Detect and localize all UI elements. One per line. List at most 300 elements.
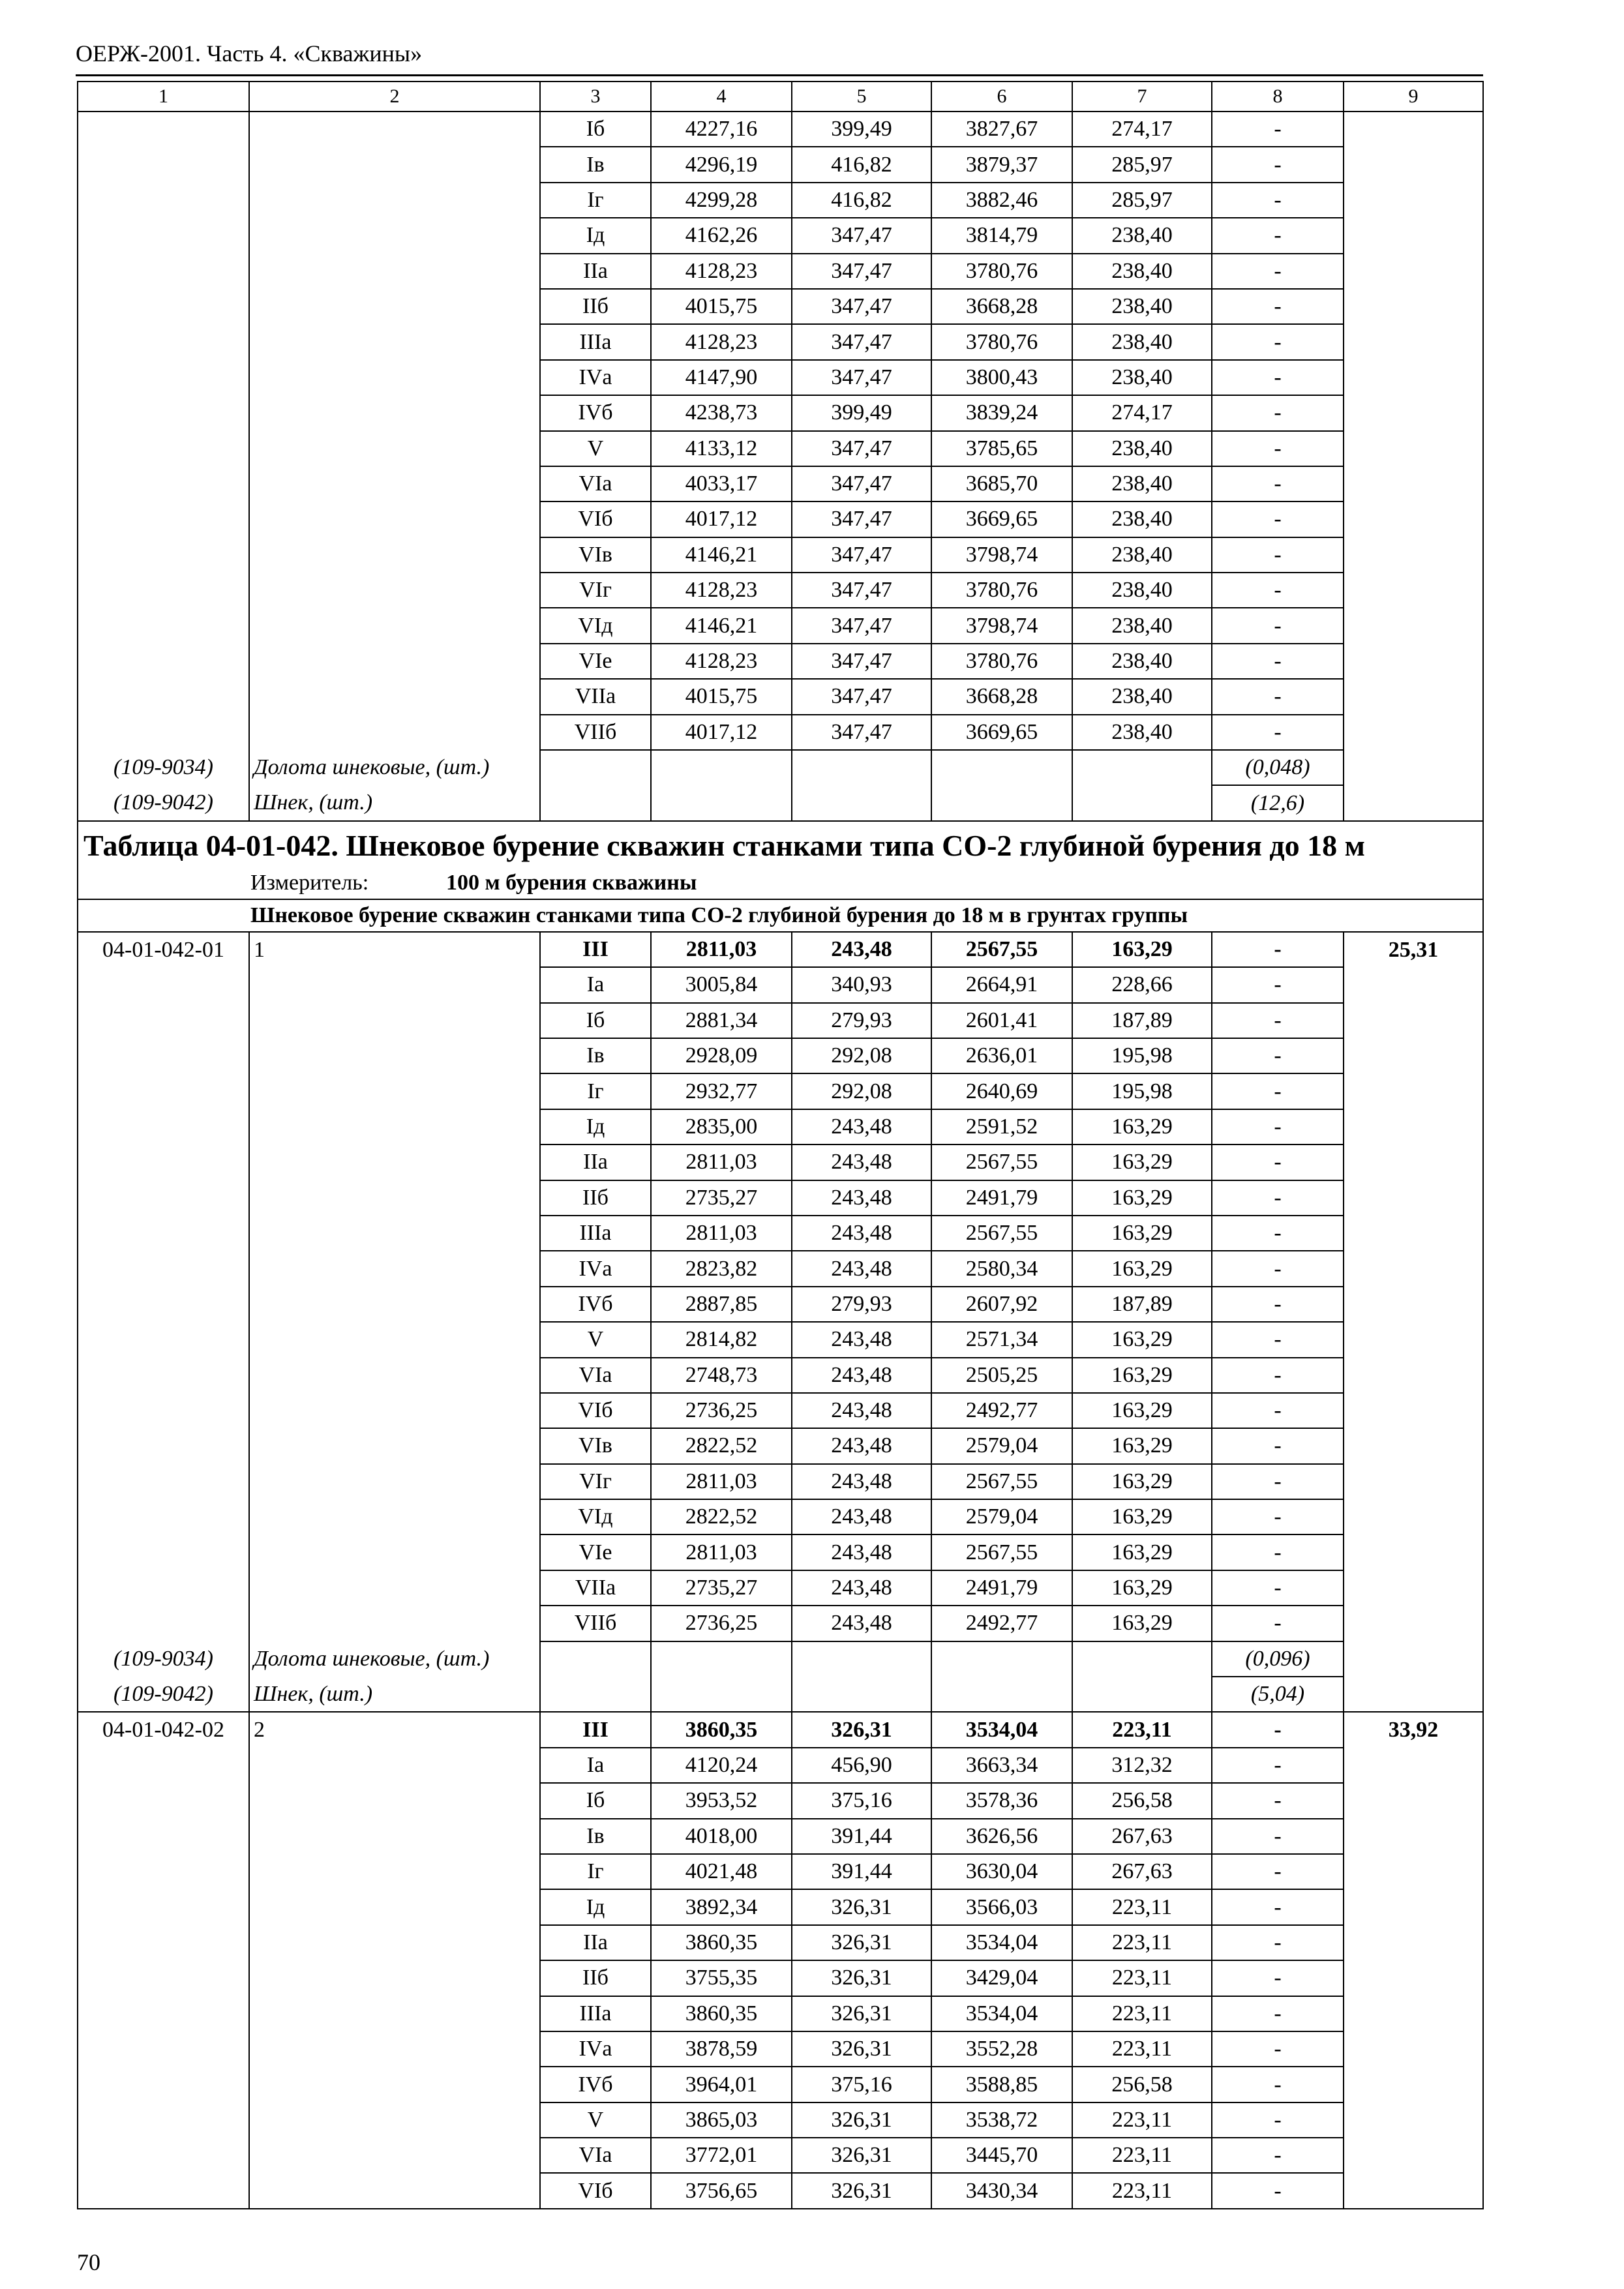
value-cell: VIа: [540, 1358, 651, 1393]
value-cell: 4128,23: [651, 324, 792, 359]
name-cell: [249, 1960, 540, 1996]
meter-cell: [78, 867, 1483, 899]
value-cell: 2881,34: [651, 1003, 792, 1038]
value-cell: 2811,03: [651, 1464, 792, 1499]
value-cell: 4128,23: [651, 254, 792, 289]
value-cell: [540, 1641, 651, 1677]
code-cell: [78, 395, 249, 430]
value-cell: 4227,16: [651, 112, 792, 147]
code-cell: [78, 1748, 249, 1783]
value-cell: 340,93: [792, 967, 931, 1002]
value-cell: 3780,76: [931, 644, 1072, 679]
name-cell: [249, 1428, 540, 1463]
col9-cell: [1344, 1216, 1483, 1251]
value-cell: 243,48: [792, 1534, 931, 1570]
value-cell: -: [1212, 289, 1344, 324]
value-cell: 2567,55: [931, 1534, 1072, 1570]
value-cell: 4299,28: [651, 183, 792, 218]
value-cell: -: [1212, 679, 1344, 714]
col9-cell: [1344, 715, 1483, 750]
table-row: [78, 573, 1483, 608]
code-cell: [78, 2067, 249, 2102]
col9-cell: [1344, 1534, 1483, 1570]
value-cell: 163,29: [1072, 1393, 1212, 1428]
value-cell: 2811,03: [651, 1144, 792, 1180]
value-cell: V: [540, 2102, 651, 2138]
col9-cell: [1344, 1889, 1483, 1924]
col9-cell: [1344, 1287, 1483, 1322]
value-cell: Iд: [540, 1109, 651, 1144]
name-cell: [249, 1925, 540, 1960]
value-cell: VIв: [540, 1428, 651, 1463]
table-row: [78, 1748, 1483, 1783]
column-number: 4: [651, 82, 792, 112]
value-cell: -: [1212, 183, 1344, 218]
value-cell: [651, 785, 792, 820]
value-cell: 163,29: [1072, 1251, 1212, 1286]
code-cell: [78, 679, 249, 714]
value-cell: IVа: [540, 1251, 651, 1286]
meter-value: 100 м бурения скважины: [446, 870, 697, 895]
value-cell: 3879,37: [931, 147, 1072, 182]
col9-cell: [1344, 324, 1483, 359]
code-cell: [78, 501, 249, 537]
value-cell: 223,11: [1072, 1996, 1212, 2031]
col9-cell: [1344, 2173, 1483, 2208]
name-cell: [249, 147, 540, 182]
value-cell: 2607,92: [931, 1287, 1072, 1322]
value-cell: 228,66: [1072, 967, 1212, 1002]
table-row: [78, 1464, 1483, 1499]
value-cell: 163,29: [1072, 1358, 1212, 1393]
resource-code: (109-9034): [78, 750, 249, 785]
value-cell: 243,48: [792, 1499, 931, 1534]
value-cell: [792, 1641, 931, 1677]
value-cell: 3429,04: [931, 1960, 1072, 1996]
value-cell: VIа: [540, 2138, 651, 2173]
value-cell: 243,48: [792, 1322, 931, 1357]
value-cell: 2491,79: [931, 1570, 1072, 1606]
value-cell: 163,29: [1072, 1570, 1212, 1606]
value-cell: -: [1212, 1534, 1344, 1570]
value-cell: -: [1212, 1003, 1344, 1038]
value-cell: 2591,52: [931, 1109, 1072, 1144]
value-cell: 3430,34: [931, 2173, 1072, 2208]
value-cell: 267,63: [1072, 1854, 1212, 1889]
code-cell: [78, 1109, 249, 1144]
value-cell: 4018,00: [651, 1819, 792, 1854]
value-cell: -: [1212, 1358, 1344, 1393]
value-cell: 4146,21: [651, 537, 792, 573]
table-row: [78, 1570, 1483, 1606]
table-row: [78, 2031, 1483, 2067]
col9-cell: [1344, 1960, 1483, 1996]
value-cell: -: [1212, 1499, 1344, 1534]
value-cell: 256,58: [1072, 2067, 1212, 2102]
value-cell: -: [1212, 1889, 1344, 1924]
value-cell: 274,17: [1072, 395, 1212, 430]
value-cell: 3865,03: [651, 2102, 792, 2138]
value-cell: 238,40: [1072, 715, 1212, 750]
value-cell: 163,29: [1072, 1534, 1212, 1570]
resource-name: Долота шнековые, (шт.): [249, 1641, 540, 1677]
table-row: [78, 1287, 1483, 1322]
value-cell: IIIа: [540, 1996, 651, 2031]
value-cell: 292,08: [792, 1073, 931, 1109]
value-cell: 243,48: [792, 932, 931, 967]
name-cell: [249, 2102, 540, 2138]
col9-cell: [1344, 1322, 1483, 1357]
code-cell: [78, 1534, 249, 1570]
code-cell: [78, 183, 249, 218]
name-cell: [249, 1358, 540, 1393]
value-cell: -: [1212, 1606, 1344, 1641]
value-cell: -: [1212, 1464, 1344, 1499]
value-cell: VIг: [540, 1464, 651, 1499]
value-cell: 243,48: [792, 1464, 931, 1499]
value-cell: 3445,70: [931, 2138, 1072, 2173]
value-cell: 312,32: [1072, 1748, 1212, 1783]
table-row: [78, 1109, 1483, 1144]
name-cell: [249, 1819, 540, 1854]
value-cell: -: [1212, 715, 1344, 750]
value-cell: VIд: [540, 608, 651, 643]
value-cell: -: [1212, 1287, 1344, 1322]
name-cell: [249, 112, 540, 147]
value-cell: -: [1212, 1783, 1344, 1818]
col9-cell: [1344, 967, 1483, 1002]
value-cell: 279,93: [792, 1287, 931, 1322]
table-row: [78, 395, 1483, 430]
value-cell: 2505,25: [931, 1358, 1072, 1393]
code-cell: [78, 573, 249, 608]
value-cell: Iб: [540, 112, 651, 147]
value-cell: [1072, 785, 1212, 820]
resource-row: [78, 750, 1483, 785]
table-row: [78, 112, 1483, 147]
value-cell: 3882,46: [931, 183, 1072, 218]
col9-cell: [1344, 1251, 1483, 1286]
table-row: [78, 608, 1483, 643]
value-cell: 4147,90: [651, 360, 792, 395]
col9-cell: [1344, 2102, 1483, 2138]
name-cell: [249, 1499, 540, 1534]
value-cell: -: [1212, 1925, 1344, 1960]
value-cell: 223,11: [1072, 1960, 1212, 1996]
table-row: [78, 1819, 1483, 1854]
table-subtitle: Шнековое бурение скважин станками типа СО-2 глубиной бурения до 18 м в грунтах группы: [78, 899, 1483, 932]
item-main-row: [78, 1712, 1483, 1747]
col9-cell: [1344, 254, 1483, 289]
name-cell: [249, 2173, 540, 2208]
col9-cell: [1344, 1677, 1483, 1712]
value-cell: 399,49: [792, 395, 931, 430]
value-cell: 347,47: [792, 289, 931, 324]
value-cell: -: [1212, 2173, 1344, 2208]
value-cell: 326,31: [792, 1925, 931, 1960]
page-number: 70: [77, 2249, 100, 2275]
value-cell: 2491,79: [931, 1180, 1072, 1216]
value-cell: 347,47: [792, 501, 931, 537]
resource-value: (5,04): [1212, 1677, 1344, 1712]
value-cell: -: [1212, 431, 1344, 466]
name-cell: [249, 1180, 540, 1216]
value-cell: Iд: [540, 218, 651, 253]
value-cell: 223,11: [1072, 1889, 1212, 1924]
value-cell: 243,48: [792, 1180, 931, 1216]
value-cell: 326,31: [792, 2138, 931, 2173]
value-cell: [931, 750, 1072, 785]
value-cell: Iа: [540, 1748, 651, 1783]
value-cell: 3780,76: [931, 254, 1072, 289]
value-cell: VIб: [540, 501, 651, 537]
code-cell: [78, 254, 249, 289]
table-row: [78, 2102, 1483, 2138]
table-row: [78, 1322, 1483, 1357]
value-cell: 2567,55: [931, 1144, 1072, 1180]
value-cell: 3892,34: [651, 1889, 792, 1924]
item-group: 1: [249, 932, 540, 967]
name-cell: [249, 395, 540, 430]
value-cell: Iд: [540, 1889, 651, 1924]
code-cell: [78, 1428, 249, 1463]
value-cell: -: [1212, 395, 1344, 430]
table-row: [78, 1428, 1483, 1463]
value-cell: [931, 1641, 1072, 1677]
table-row: [78, 1889, 1483, 1924]
resource-name: Шнек, (шт.): [249, 785, 540, 820]
name-cell: [249, 1003, 540, 1038]
name-cell: [249, 1464, 540, 1499]
code-cell: [78, 1038, 249, 1073]
value-cell: -: [1212, 1180, 1344, 1216]
value-cell: 238,40: [1072, 431, 1212, 466]
table-row: [78, 289, 1483, 324]
value-cell: [792, 750, 931, 785]
value-cell: 326,31: [792, 2102, 931, 2138]
value-cell: III: [540, 932, 651, 967]
value-cell: IIб: [540, 289, 651, 324]
meter-label: Измеритель:: [250, 870, 369, 895]
col9-cell: [1344, 1783, 1483, 1818]
col9-cell: [1344, 1641, 1483, 1677]
value-cell: 3663,34: [931, 1748, 1072, 1783]
col9-cell: [1344, 1854, 1483, 1889]
value-cell: -: [1212, 537, 1344, 573]
name-cell: [249, 1534, 540, 1570]
value-cell: 3552,28: [931, 2031, 1072, 2067]
value-cell: 2736,25: [651, 1606, 792, 1641]
value-cell: 2567,55: [931, 1464, 1072, 1499]
value-cell: 4017,12: [651, 501, 792, 537]
value-cell: Iб: [540, 1783, 651, 1818]
col9-cell: [1344, 2067, 1483, 2102]
code-cell: [78, 1570, 249, 1606]
value-cell: 416,82: [792, 147, 931, 182]
value-cell: VIв: [540, 537, 651, 573]
resource-value: (0,096): [1212, 1641, 1344, 1677]
code-cell: [78, 2138, 249, 2173]
value-cell: 163,29: [1072, 1322, 1212, 1357]
code-cell: [78, 1322, 249, 1357]
value-cell: Iа: [540, 967, 651, 1002]
value-cell: VIIа: [540, 1570, 651, 1606]
value-cell: -: [1212, 360, 1344, 395]
value-cell: 243,48: [792, 1358, 931, 1393]
value-cell: 4238,73: [651, 395, 792, 430]
value-cell: 326,31: [792, 2173, 931, 2208]
value-cell: 292,08: [792, 1038, 931, 1073]
value-cell: 326,31: [792, 1712, 931, 1747]
value-cell: 3860,35: [651, 1996, 792, 2031]
name-cell: [249, 679, 540, 714]
value-cell: 375,16: [792, 1783, 931, 1818]
resource-row: [78, 1641, 1483, 1677]
value-cell: 243,48: [792, 1251, 931, 1286]
value-cell: 274,17: [1072, 112, 1212, 147]
value-cell: -: [1212, 1073, 1344, 1109]
item-code: 04-01-042-02: [78, 1712, 249, 1747]
table-title: Таблица 04-01-042. Шнековое бурение скважин станками типа СО-2 глубиной бурения до 18 м: [78, 821, 1483, 867]
table-row: [78, 1073, 1483, 1109]
value-cell: 3538,72: [931, 2102, 1072, 2138]
col9-cell: [1344, 1038, 1483, 1073]
value-cell: 238,40: [1072, 289, 1212, 324]
table-row: [78, 1996, 1483, 2031]
value-cell: 3860,35: [651, 1712, 792, 1747]
value-cell: 223,11: [1072, 1712, 1212, 1747]
value-cell: -: [1212, 2102, 1344, 2138]
code-cell: [78, 147, 249, 182]
value-cell: Iв: [540, 147, 651, 182]
col9-cell: [1344, 395, 1483, 430]
value-cell: -: [1212, 218, 1344, 253]
table-row: [78, 147, 1483, 182]
value-cell: IVб: [540, 2067, 651, 2102]
value-cell: Iв: [540, 1819, 651, 1854]
name-cell: [249, 1038, 540, 1073]
value-cell: 238,40: [1072, 608, 1212, 643]
table-row: [78, 715, 1483, 750]
table-row: [78, 1499, 1483, 1534]
value-cell: 2664,91: [931, 967, 1072, 1002]
value-cell: 238,40: [1072, 218, 1212, 253]
value-cell: 3685,70: [931, 466, 1072, 501]
value-cell: IIб: [540, 1180, 651, 1216]
column-number: 5: [792, 82, 931, 112]
resource-code: (109-9034): [78, 1641, 249, 1677]
value-cell: -: [1212, 1393, 1344, 1428]
value-cell: IVб: [540, 395, 651, 430]
name-cell: [249, 715, 540, 750]
name-cell: [249, 324, 540, 359]
value-cell: 4128,23: [651, 573, 792, 608]
value-cell: 238,40: [1072, 360, 1212, 395]
value-cell: 2601,41: [931, 1003, 1072, 1038]
value-cell: 4021,48: [651, 1854, 792, 1889]
table-row: [78, 1216, 1483, 1251]
resource-name: Шнек, (шт.): [249, 1677, 540, 1712]
code-cell: [78, 1499, 249, 1534]
value-cell: V: [540, 1322, 651, 1357]
code-cell: [78, 2173, 249, 2208]
column-number: 7: [1072, 82, 1212, 112]
value-cell: 347,47: [792, 324, 931, 359]
value-cell: VIг: [540, 573, 651, 608]
table-row: [78, 537, 1483, 573]
table-row: [78, 1534, 1483, 1570]
table-row: [78, 431, 1483, 466]
value-cell: -: [1212, 254, 1344, 289]
code-cell: [78, 324, 249, 359]
code-cell: [78, 967, 249, 1002]
name-cell: [249, 608, 540, 643]
code-cell: [78, 1889, 249, 1924]
value-cell: 2567,55: [931, 932, 1072, 967]
code-cell: [78, 2031, 249, 2067]
value-cell: -: [1212, 932, 1344, 967]
column-number: 3: [540, 82, 651, 112]
value-cell: 326,31: [792, 2031, 931, 2067]
table-row: [78, 1925, 1483, 1960]
value-cell: 163,29: [1072, 1428, 1212, 1463]
col9-cell: [1344, 2031, 1483, 2067]
value-cell: -: [1212, 573, 1344, 608]
meter-row: [78, 867, 1483, 899]
value-cell: Iв: [540, 1038, 651, 1073]
value-cell: 4033,17: [651, 466, 792, 501]
code-cell: [78, 1783, 249, 1818]
code-cell: [78, 644, 249, 679]
table-row: [78, 1783, 1483, 1818]
value-cell: 243,48: [792, 1144, 931, 1180]
value-cell: 326,31: [792, 1889, 931, 1924]
value-cell: 3827,67: [931, 112, 1072, 147]
name-cell: [249, 1287, 540, 1322]
value-cell: 3772,01: [651, 2138, 792, 2173]
value-cell: [540, 750, 651, 785]
name-cell: [249, 1748, 540, 1783]
value-cell: 4015,75: [651, 289, 792, 324]
value-cell: 2811,03: [651, 932, 792, 967]
table-row: [78, 360, 1483, 395]
value-cell: 2822,52: [651, 1428, 792, 1463]
rates-table: [77, 81, 1484, 2209]
table-row: [78, 679, 1483, 714]
value-cell: 3814,79: [931, 218, 1072, 253]
value-cell: [1072, 1677, 1212, 1712]
table-row: [78, 1251, 1483, 1286]
value-cell: 2811,03: [651, 1534, 792, 1570]
value-cell: 2823,82: [651, 1251, 792, 1286]
column-number: 1: [78, 82, 249, 112]
value-cell: 3878,59: [651, 2031, 792, 2067]
code-cell: [78, 360, 249, 395]
value-cell: IVа: [540, 2031, 651, 2067]
value-cell: -: [1212, 501, 1344, 537]
code-cell: [78, 1925, 249, 1960]
value-cell: [540, 785, 651, 820]
code-cell: [78, 289, 249, 324]
name-cell: [249, 1251, 540, 1286]
name-cell: [249, 1073, 540, 1109]
name-cell: [249, 1889, 540, 1924]
value-cell: VIб: [540, 1393, 651, 1428]
column-number: 8: [1212, 82, 1344, 112]
value-cell: 2814,82: [651, 1322, 792, 1357]
value-cell: -: [1212, 112, 1344, 147]
col9-cell: [1344, 1819, 1483, 1854]
